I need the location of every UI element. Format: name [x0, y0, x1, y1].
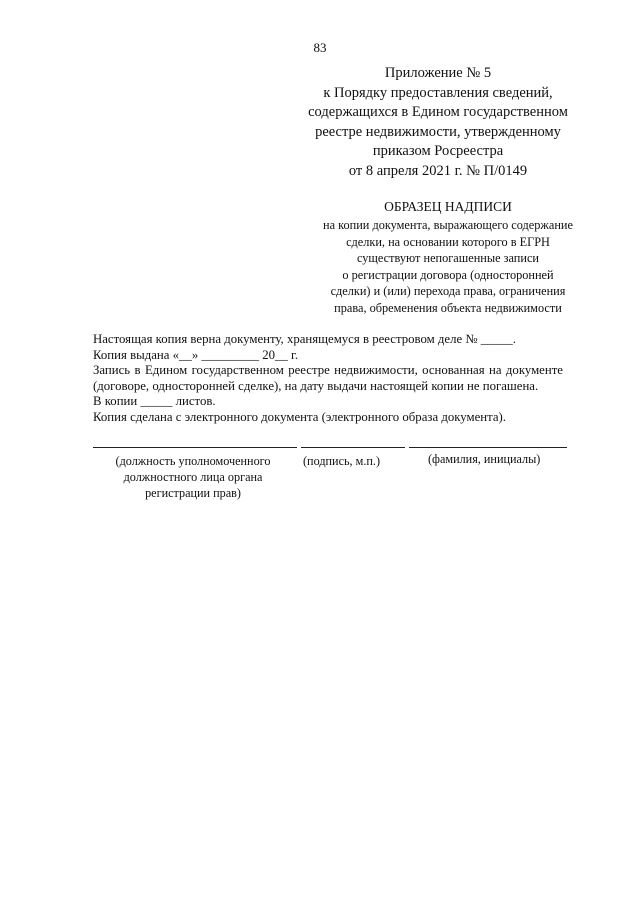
position-caption — [93, 453, 293, 501]
sample-line-1: на копии документа, выражающего содержание — [323, 218, 573, 232]
sample-line-3: существуют непогашенные записи — [356, 251, 540, 266]
copy-issued-line: Копия выдана «__» _________ 20__ г. — [93, 347, 299, 362]
signature-line — [301, 447, 405, 448]
appendix-line-2: к Порядку предоставления сведений, — [323, 84, 553, 101]
signature-caption-text: (подпись, м.п.) — [303, 454, 381, 468]
position-line — [93, 447, 297, 448]
signature-caption — [303, 453, 380, 469]
position-caption-line-1: (должность уполномоченного — [115, 454, 271, 468]
name-caption-text: (фамилия, инициалы) — [428, 452, 541, 466]
appendix-header — [288, 64, 588, 181]
record-line-continued: (договоре, односторонней сделке), на дату выдачи настоящей копии не погашена. — [93, 378, 539, 393]
position-caption-line-3: регистрации прав) — [145, 486, 241, 500]
sheet-count-line: В копии _____ листов. — [93, 394, 216, 409]
sample-line-6: права, обременения объекта недвижимости — [334, 300, 562, 315]
appendix-line-5: приказом Росреестра — [372, 143, 504, 159]
electronic-source-line: Копия сделана с электронного документа (электронного образа документа). — [93, 409, 507, 424]
signature-lines — [93, 447, 573, 449]
sample-block — [298, 198, 598, 317]
copy-verified-line: Настоящая копия верна документу, хранящемуся в реестровом деле № _____. — [93, 332, 516, 346]
sample-line-5: сделки) и (или) перехода права, ограничения — [330, 284, 566, 299]
appendix-line-3: содержащихся в Едином государственном — [308, 104, 568, 120]
page-number: 83 — [313, 40, 327, 55]
name-line — [409, 447, 567, 448]
appendix-line-1: Приложение № 5 — [384, 65, 492, 81]
position-caption-line-2: должностного лица органа — [123, 470, 263, 484]
sample-line-4: о регистрации договора (односторонней — [342, 267, 554, 282]
appendix-line-6: от 8 апреля 2021 г. № П/0149 — [348, 162, 528, 179]
sample-line-2: сделки, на основании которого в ЕГРН — [346, 234, 550, 249]
appendix-line-4: реестре недвижимости, утвержденному — [315, 123, 561, 140]
certification-text — [93, 332, 563, 426]
name-caption — [428, 451, 540, 467]
sample-title: ОБРАЗЕЦ НАДПИСИ — [384, 199, 512, 214]
record-line: Запись в Едином государственном реестре недвижимости, основанная на документе — [93, 363, 563, 378]
